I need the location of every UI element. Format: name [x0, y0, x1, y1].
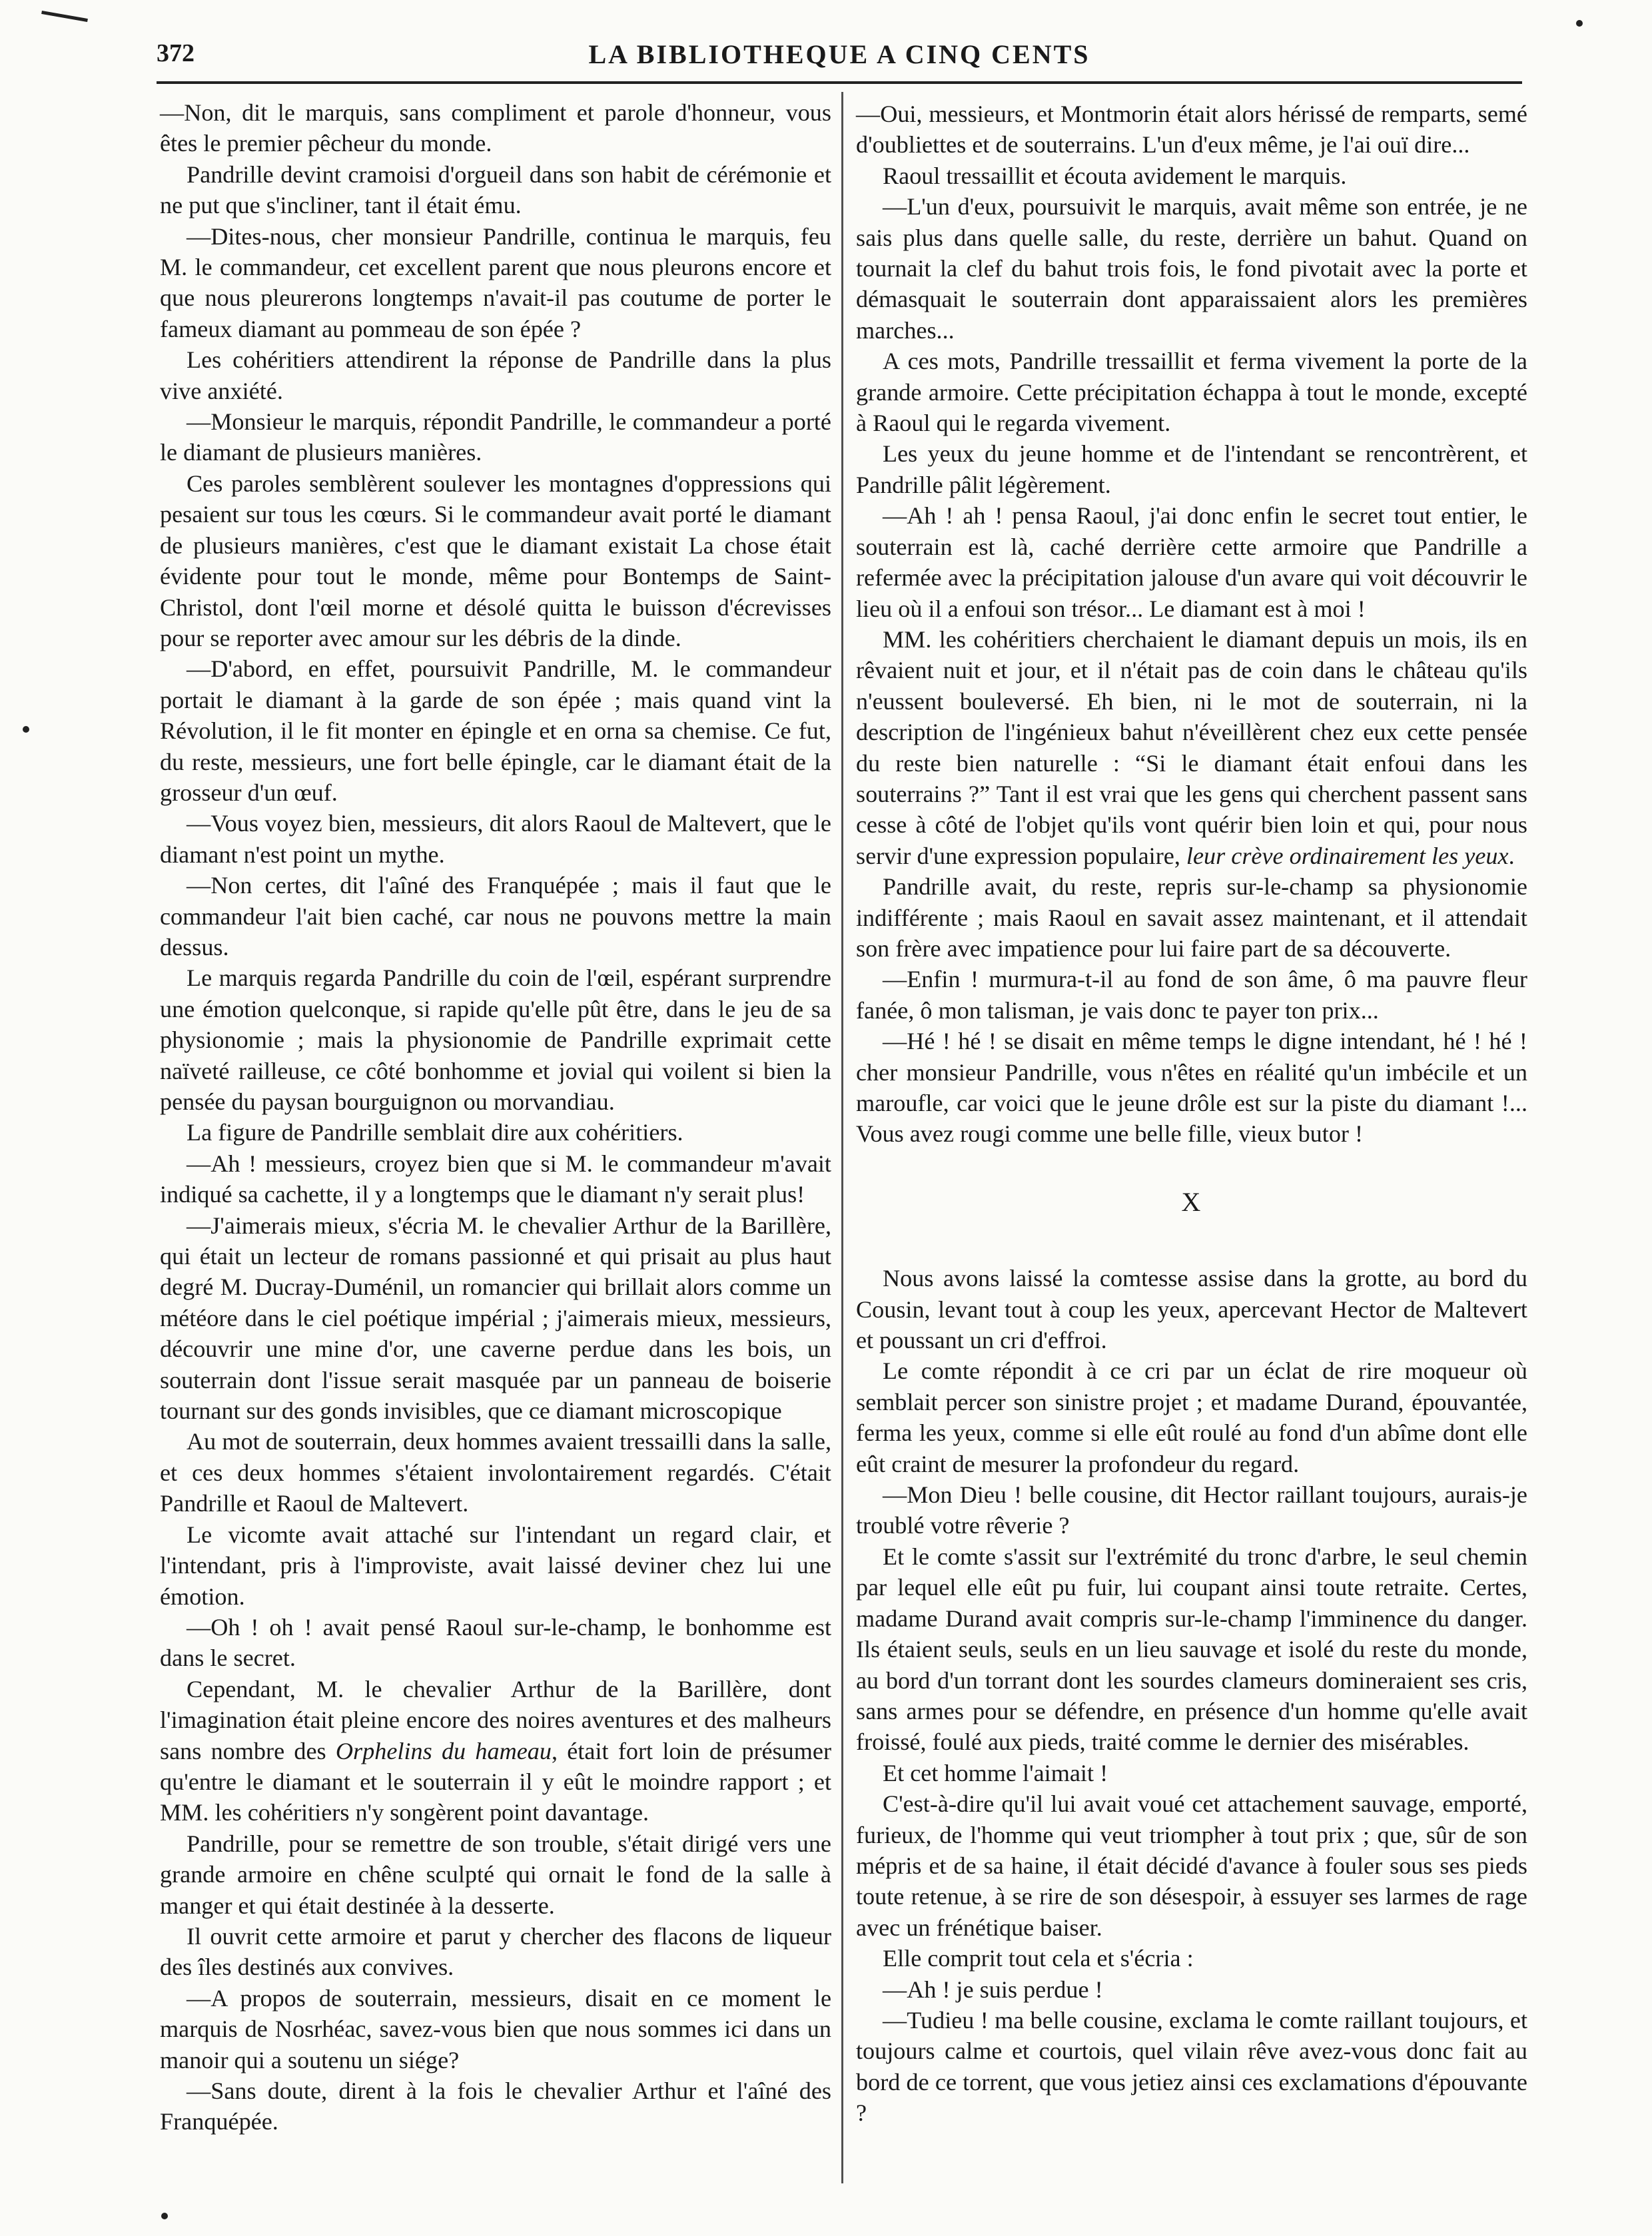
paragraph: Les yeux du jeune homme et de l'intendant se rencontrèrent, et Pandrille pâlit légèrement. [856, 440, 1527, 498]
italic-phrase: leur crève ordinairement les yeux [1186, 842, 1509, 869]
paragraph: —Tudieu ! ma belle cousine, exclama le comte raillant toujours, et toujours calme et courtois, quel vilain rêve avez-vous donc fait au bord de ce torrent, que vous jetiez ainsi ces exclamations d'épouvante ? [856, 2006, 1527, 2127]
right-column [856, 99, 1527, 2129]
paragraph: —Oh ! oh ! avait pensé Raoul sur-le-champ, le bonhomme est dans le secret. [160, 1613, 831, 1672]
scan-mark [41, 11, 88, 22]
paragraph: Pandrille avait, du reste, repris sur-le-champ sa physionomie indifférente ; mais Raoul en savait assez maintenant, et il attendait son frère avec impatience pour lui faire part de sa découverte. [856, 873, 1527, 962]
paragraph: Au mot de souterrain, deux hommes avaient tressailli dans la salle, et ces deux hommes s'étaient involontairement regardés. C'était Pandrille et Raoul de Maltevert. [160, 1428, 831, 1517]
text-run: MM. les cohéritiers cherchaient le diamant depuis un mois, ils en rêvaient nuit et jour, et il n'était pas de coin dans le château qu'ils n'eussent bouleversé. Eh bien, ni le mot de souterrain, ni la description de l'ingénieux bahut n'éveillèrent chez eux cette pensée du reste bien naturelle : “Si le diamant était enfoui dans les souterrains ?” Tant il est vrai que les gens qui cherchent passent sans cesse à côté de l'objet qu'ils vont quérir bien loin et qui, pour nous servir d'une expression populaire, [856, 625, 1527, 869]
running-title: LA BIBLIOTHEQUE A CINQ CENTS [588, 39, 1090, 69]
page-number: 372 [157, 39, 195, 67]
paragraph: —L'un d'eux, poursuivit le marquis, avait même son entrée, je ne sais plus dans quelle salle, du reste, derrière un bahut. Quand on tournait la clef du bahut trois fois, le fond pivotait avec la porte et démasquait le souterrain dont apparaissaient alors les premières marches... [856, 193, 1527, 344]
paragraph: Nous avons laissé la comtesse assise dans la grotte, au bord du Cousin, levant tout à coup les yeux, apercevant Hector de Maltevert et poussant un cri d'effroi. [856, 1265, 1527, 1354]
paragraph: —Non certes, dit l'aîné des Franquépée ; mais il faut que le commandeur l'ait bien caché, car nous ne pouvons mettre la main dessus. [160, 872, 831, 960]
header-rule [157, 81, 1522, 84]
text-run: Cependant, M. le chevalier Arthur de la Barillère, dont l'imagination était pleine encore des noires aventures et des malheurs sans nombre des [160, 1675, 831, 1764]
paragraph: —Ah ! je suis perdue ! [883, 1976, 1103, 2003]
left-column [160, 97, 831, 2137]
paragraph: Il ouvrit cette armoire et parut y chercher des flacons de liqueur des îles destinés aux convives. [160, 1922, 831, 1981]
paragraph: Les cohéritiers attendirent la réponse de Pandrille dans la plus vive anxiété. [160, 346, 831, 404]
text-run: . [1508, 842, 1515, 869]
scan-dot [23, 726, 29, 733]
chapter-heading: X [1181, 1186, 1202, 1217]
paragraph: —Non, dit le marquis, sans compliment et parole d'honneur, vous êtes le premier pêcheur du monde. [160, 99, 831, 157]
paragraph: —Dites-nous, cher monsieur Pandrille, continua le marquis, feu M. le commandeur, cet excellent parent que nous pleurons encore et que nous pleurerons longtemps n'avait-il pas coutume de porter le fameux diamant au pommeau de son épée ? [160, 222, 831, 342]
paragraph: —Oui, messieurs, et Montmorin était alors hérissé de remparts, semé d'oubliettes et de souterrains. L'un d'eux même, je l'ai ouï dire... [856, 101, 1527, 159]
paragraph: Pandrille devint cramoisi d'orgueil dans son habit de cérémonie et ne put que s'incliner, tant il était ému. [160, 161, 831, 219]
paragraph: Et cet homme l'aimait ! [883, 1759, 1108, 1786]
paragraph [856, 624, 1527, 871]
paragraph: —D'abord, en effet, poursuivit Pandrille, M. le commandeur portait le diamant à la garde de son épée ; mais quand vint la Révolution, il le fit monter en épingle et en orna sa chemise. Ce fut, du reste, messieurs, une fort belle épingle, car le diamant était de la grosseur d'un œuf. [160, 655, 831, 806]
paragraph: —Ah ! messieurs, croyez bien que si M. le commandeur m'avait indiqué sa cachette, il y a longtemps que le diamant n'y serait plus! [160, 1150, 831, 1208]
paragraph: La figure de Pandrille semblait dire aux cohéritiers. [187, 1119, 683, 1146]
column-divider [841, 92, 843, 2183]
paragraph: —Vous voyez bien, messieurs, dit alors Raoul de Maltevert, que le diamant n'est point un mythe. [160, 810, 831, 868]
paragraph: —Mon Dieu ! belle cousine, dit Hector raillant toujours, aurais-je troublé votre rêverie ? [856, 1481, 1527, 1539]
paragraph: —Ah ! ah ! pensa Raoul, j'ai donc enfin le secret tout entier, le souterrain est là, caché derrière cette armoire que Pandrille a refermée avec la précipitation jalouse d'un avare qui voit découvrir le lieu où il a enfoui son trésor... Le diamant est à moi ! [856, 502, 1527, 622]
paragraph: —Sans doute, dirent à la fois le chevalier Arthur et l'aîné des Franquépée. [160, 2077, 831, 2135]
paragraph: —Monsieur le marquis, répondit Pandrille, le commandeur a porté le diamant de plusieurs manières. [160, 408, 831, 466]
paragraph: Le vicomte avait attaché sur l'intendant un regard clair, et l'intendant, pris à l'improviste, avait laissé deviner chez lui une émotion. [160, 1521, 831, 1610]
paragraph: Elle comprit tout cela et s'écria : [883, 1945, 1194, 1972]
paragraph: —A propos de souterrain, messieurs, disait en ce moment le marquis de Nosrhéac, savez-vous bien que nous sommes ici dans un manoir qui a soutenu un siége? [160, 1984, 831, 2073]
scan-dot [161, 2213, 168, 2219]
text-run: , était fort loin de présumer qu'entre le diamant et le souterrain il y eût le moindre rapport ; et MM. les cohéritiers n'y songèrent point davantage. [160, 1737, 831, 1826]
paragraph: Raoul tressaillit et écouta avidement le marquis. [883, 162, 1347, 189]
paragraph [160, 1674, 831, 1828]
paragraph: —Hé ! hé ! se disait en même temps le digne intendant, hé ! hé ! cher monsieur Pandrille, vous n'êtes en réalité qu'un imbécile et un maroufle, car voici que le jeune drôle est sur la piste du diamant !... Vous avez rougi comme une belle fille, vieux butor ! [856, 1028, 1527, 1148]
paragraph: Ces paroles semblèrent soulever les montagnes d'oppressions qui pesaient sur tous les cœurs. Si le commandeur avait porté le diamant de plusieurs manières, c'est que le diamant existait La chose était évidente pour tout le monde, même pour Bontemps de Saint-Christol, dont l'œil morne et désolé quitta le buisson d'écrevisses pour se reporter avec amour sur les débris de la dinde. [160, 470, 831, 651]
scan-dot [1576, 20, 1583, 27]
paragraph: —J'aimerais mieux, s'écria M. le chevalier Arthur de la Barillère, qui était un lecteur de romans passionné et qui prisait au plus haut degré M. Ducray-Duménil, un romancier qui brillait alors comme un météore dans le ciel poétique impérial ; j'aimerais mieux, messieurs, découvrir une mine d'or, une caverne perdue dans les bois, un souterrain dont l'issue serait masquée par un panneau de boiserie tournant sur des gonds invisibles, que ce diamant microscopique [160, 1212, 831, 1425]
paragraph: Pandrille, pour se remettre de son trouble, s'était dirigé vers une grande armoire en chêne sculpté qui ornait le fond de la salle à manger et qui était destinée à la desserte. [160, 1830, 831, 1919]
paragraph: A ces mots, Pandrille tressaillit et ferma vivement la porte de la grande armoire. Cette précipitation échappa à tout le monde, excepté à Raoul qui le regarda vivement. [856, 348, 1527, 437]
paragraph: C'est-à-dire qu'il lui avait voué cet attachement sauvage, emporté, furieux, de l'homme qui veut triompher à tout prix ; que, sûr de son mépris et de sa haine, il était décidé d'avance à fouler sous ses pieds toute retenue, à se rire de son désespoir, à essuyer ses larmes de rage avec un frénétique baiser. [856, 1790, 1527, 1941]
paragraph: —Enfin ! murmura-t-il au fond de son âme, ô ma pauvre fleur fanée, ô mon talisman, je vais donc te payer ton prix... [856, 966, 1527, 1024]
paragraph: Et le comte s'assit sur l'extrémité du tronc d'arbre, le seul chemin par lequel elle eût pu fuir, lui coupant ainsi toute retraite. Certes, madame Durand avait compris sur-le-champ l'imminence du danger. Ils étaient seuls, seuls en un lieu sauvage et isolé du reste du monde, au bord d'un torrant dont les sourdes clameurs domineraient ses cris, sans armes pour se défendre, en présence d'un homme qu'elle avait froissé, foulé aux pieds, traité comme le dernier des misérables. [856, 1543, 1527, 1756]
page-header [157, 39, 1522, 79]
paragraph: Le comte répondit à ce cri par un éclat de rire moqueur où semblait percer son sinistre projet ; et madame Durand, épouvantée, ferma les yeux, comme si elle eût roulé au fond d'un abîme dont elle eût craint de mesurer la profondeur du regard. [856, 1357, 1527, 1477]
paragraph: Le marquis regarda Pandrille du coin de l'œil, espérant surprendre une émotion quelconque, si rapide qu'elle pût être, dans le jeu de sa physionomie ; mais la physionomie de Pandrille exprimait cette naïveté railleuse, ce côté bonhomme et jovial qui voilent si bien la pensée du paysan bourguignon ou morvandiau. [160, 964, 831, 1115]
book-title: Orphelins du hameau [335, 1737, 552, 1764]
